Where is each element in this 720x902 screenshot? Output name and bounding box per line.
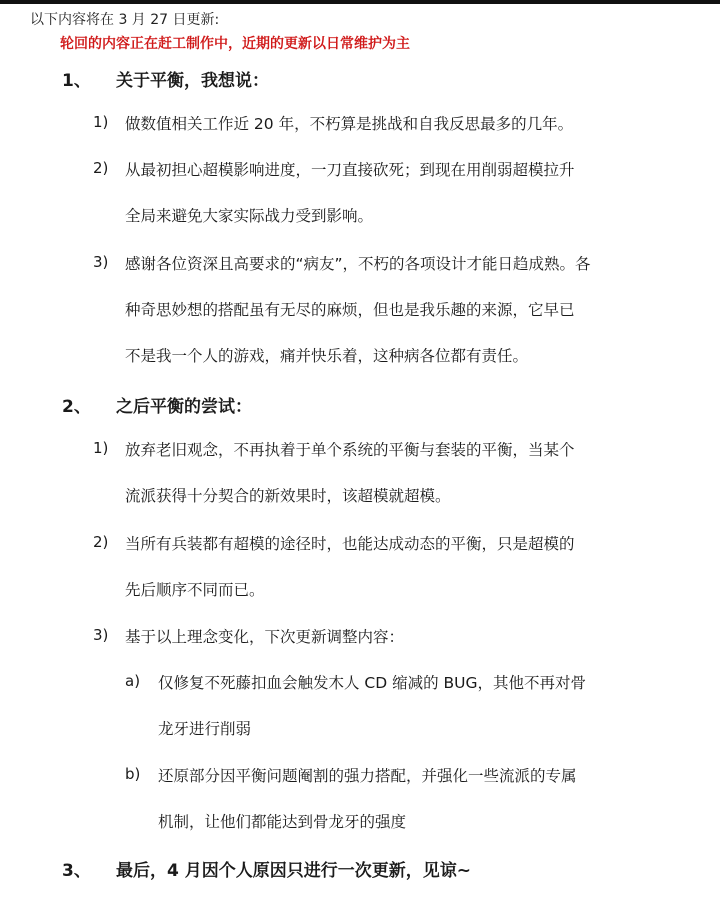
section-2-subitem-a-number: a): [125, 672, 141, 690]
section-2-item-2-line-1: 当所有兵装都有超模的途径时，也能达成动态的平衡，只是超模的: [125, 535, 575, 553]
section-3-title: 最后，4 月因个人原因只进行一次更新，见谅~: [116, 861, 471, 881]
notice-text: 轮回的内容正在赶工制作中，近期的更新以日常维护为主: [60, 36, 410, 52]
section-1-item-2-line-1: 从最初担心超模影响进度，一刀直接砍死；到现在用削弱超模拉升: [125, 161, 575, 179]
section-2-item-2-number: 2): [93, 533, 109, 551]
intro-text: 以下内容将在 3 月 27 日更新:: [30, 12, 220, 28]
section-2-subitem-a-line-2: 龙牙进行削弱: [158, 720, 252, 738]
section-2-item-1-line-2: 流派获得十分契合的新效果时，该超模就超模。: [125, 487, 451, 505]
section-2-subitem-b-line-2: 机制，让他们都能达到骨龙牙的强度: [158, 813, 407, 831]
section-2-subitem-b-line-1: 还原部分因平衡问题阉割的强力搭配，并强化一些流派的专属: [158, 767, 577, 785]
section-1-item-3-line-1: 感谢各位资深且高要求的“病友”，不朽的各项设计才能日趋成熟。各: [125, 255, 591, 273]
section-1-number: 1、: [62, 71, 91, 91]
section-2-title: 之后平衡的尝试：: [116, 397, 252, 417]
top-border: [0, 0, 720, 4]
section-3-number: 3、: [62, 861, 91, 881]
section-1-title: 关于平衡，我想说：: [116, 71, 269, 91]
section-2-number: 2、: [62, 397, 91, 417]
section-1-item-3-line-3: 不是我一个人的游戏，痛并快乐着，这种病各位都有责任。: [125, 347, 529, 365]
section-2-item-2-line-2: 先后顺序不同而已。: [125, 581, 265, 599]
section-1-item-1-number: 1): [93, 113, 109, 131]
section-2-subitem-b-number: b): [125, 765, 141, 783]
section-2-item-3-number: 3): [93, 626, 109, 644]
section-2-item-1-number: 1): [93, 439, 109, 457]
section-2-subitem-a-line-1: 仅修复不死藤扣血会触发木人 CD 缩减的 BUG，其他不再对骨: [158, 674, 587, 692]
section-1-item-3-line-2: 种奇思妙想的搭配虽有无尽的麻烦，但也是我乐趣的来源，它早已: [125, 301, 575, 319]
section-1-item-2-line-2: 全局来避免大家实际战力受到影响。: [125, 207, 374, 225]
section-1-item-1-line-1: 做数值相关工作近 20 年，不朽算是挑战和自我反思最多的几年。: [125, 115, 574, 133]
section-2-item-1-line-1: 放弃老旧观念，不再执着于单个系统的平衡与套装的平衡，当某个: [125, 441, 575, 459]
section-1-item-3-number: 3): [93, 253, 109, 271]
section-2-item-3-line-1: 基于以上理念变化，下次更新调整内容：: [125, 628, 405, 646]
section-1-item-2-number: 2): [93, 159, 109, 177]
